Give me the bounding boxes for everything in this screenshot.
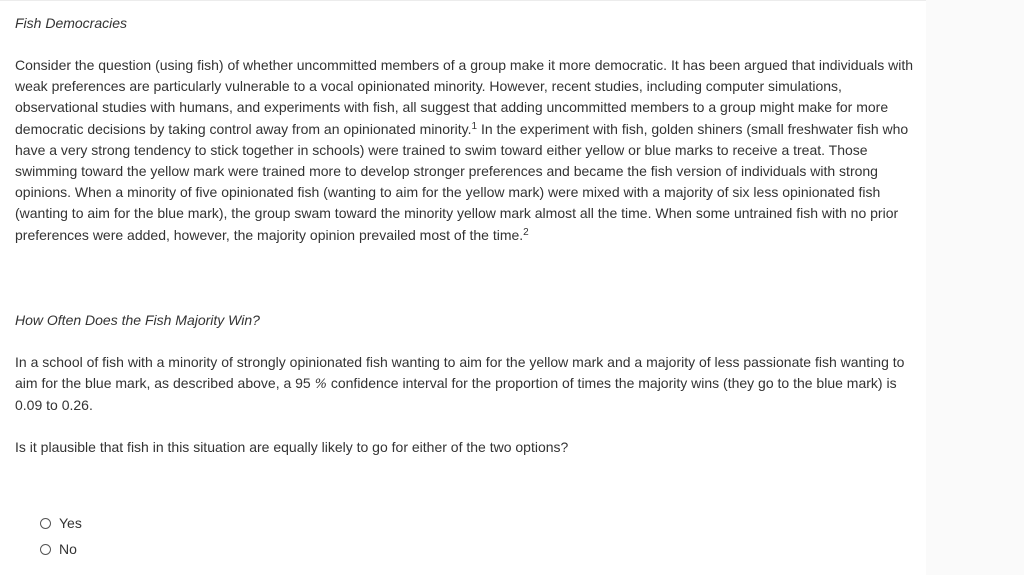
answer-options	[40, 510, 82, 562]
right-gutter	[926, 0, 1024, 575]
option-no-label[interactable]: No	[59, 541, 77, 557]
footnote-1-marker: 1	[471, 120, 478, 132]
radio-button-no[interactable]	[40, 544, 51, 555]
option-yes[interactable]	[40, 510, 82, 536]
radio-button-yes[interactable]	[40, 518, 51, 529]
intro-paragraph	[15, 55, 917, 246]
footnote-2-marker: 2	[523, 226, 529, 238]
question-text-part1: In a school of fish with a minority of strongly opinionated fish wanting to aim for the yellow mark and a majority of less passionate fish wanting to aim for the blue mark, as described above, a 95	[15, 354, 905, 392]
section-title: Fish Democracies	[15, 15, 128, 31]
intro-text-part2: In the experiment with fish, golden shiners (small freshwater fish who have a very strong tendency to stick together in schools) were trained to swim toward either yellow or blue marks to receive a treat. Those swimming toward the yellow mark were trained more to develop stronger preferences and became the fish version of individuals with strong opinions. When a minority of five opinionated fish (wanting to aim for the yellow mark) were mixed with a majority of six less opinionated fish (wanting to aim for the blue mark), the group swam toward the minority yellow mark almost all the time. When some untrained fish with no prior preferences were added, however, the majority opinion prevailed most of the time.	[15, 120, 909, 243]
option-no[interactable]	[40, 536, 82, 562]
question-paragraph	[15, 352, 917, 417]
question-prompt: Is it plausible that fish in this situation are equally likely to go for either of the two options?	[15, 439, 569, 455]
percent-symbol: %	[314, 377, 327, 393]
option-yes-label[interactable]: Yes	[59, 515, 82, 531]
subsection-title: How Often Does the Fish Majority Win?	[15, 312, 260, 328]
intro-text-part1: Consider the question (using fish) of whether uncommitted members of a group make it more democratic. It has been argued that individuals with weak preferences are particularly vulnerable to a vocal opinionated minority. However, recent studies, including computer simulations, observational studies with humans, and experiments with fish, all suggest that adding uncommitted members to a group might make for more democratic decisions by taking control away from an opinionated minority.	[15, 57, 914, 137]
question-text-part2: confidence interval for the proportion of times the majority wins (they go to the blue mark) is 0.09 to 0.26.	[15, 375, 897, 414]
